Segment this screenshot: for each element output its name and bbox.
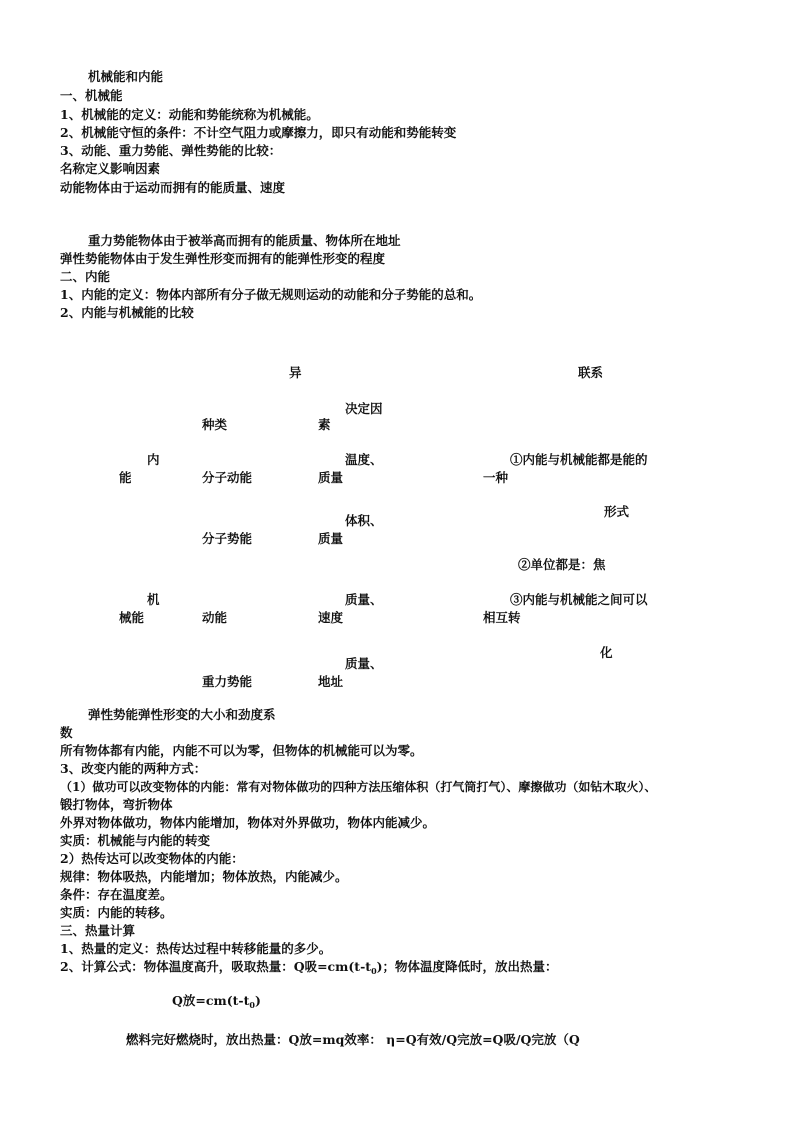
table-cell-kind: 分子动能 [202,470,253,485]
table-header-relation: 联系 [578,365,604,380]
formula-text: ) [254,993,261,1008]
table-header-factor-cont: 素 [318,417,331,432]
paragraph: 1、热量的定义：热传达过程中转移能量的多少。 [60,941,332,956]
table-cell-factor: 体积、 [345,513,383,528]
paragraph: 所有物体都有内能，内能不可以为零，但物体的机械能可以为零。 [60,743,423,758]
table-cell-relation-cont: 相互转 [483,610,521,625]
table-cell-kind: 重力势能 [202,674,253,689]
paragraph: 条件：存在温度差。 [60,887,173,902]
table-header-difference: 异 [289,365,302,380]
paragraph: 1、内能的定义：物体内部所有分子做无规则运动的动能和分子势能的总和。 [60,287,482,302]
paragraph: 名称定义影响因素 [60,161,161,176]
table-cell-category: 机 [147,592,160,607]
table-cell-relation: ③内能与机械能之间可以 [510,592,648,607]
table-cell-kind: 分子势能 [202,531,253,546]
paragraph: 弹性势能物体由于发生弹性形变而拥有的能弹性形变的程度 [60,251,386,266]
paragraph: 2、机械能守恒的条件：不计空气阻力或摩擦力，即只有动能和势能转变 [60,125,457,140]
table-cell-relation-cont: 形式 [604,504,630,519]
table-cell-row: 弹性势能弹性形变的大小和劲度系 [88,707,276,722]
table-header-kind: 种类 [202,417,228,432]
section-3-heading: 三、热量计算 [60,923,136,938]
formula-text: Q放=cm(t-t [172,993,250,1008]
table-cell-category-cont: 能 [119,470,132,485]
table-cell-factor: 温度、 [345,452,383,467]
paragraph: （1）做功可以改变物体的内能：常有对物体做功的四种方法压缩体积（打气筒打气）、摩擦做功（如钻木取火）、 [60,780,657,794]
paragraph: 重力势能物体由于被举高而拥有的能质量、物体所在地址 [88,233,401,248]
table-cell-relation-cont: 化 [600,645,613,660]
doc-title: 机械能和内能 [88,69,164,84]
paragraph: 3、动能、重力势能、弹性势能的比较： [60,143,282,158]
table-cell-factor: 质量、 [345,592,383,607]
table-cell-relation-cont: 一种 [483,470,509,485]
section-2-heading: 二、内能 [60,269,111,284]
formula-heat-release [172,993,261,1010]
paragraph: 1、机械能的定义：动能和势能统称为机械能。 [60,107,319,122]
table-cell-kind: 动能 [202,610,228,625]
paragraph: 规律：物体吸热，内能增加；物体放热，内能减少。 [60,869,348,884]
table-cell-relation: ①内能与机械能都是能的 [510,452,648,467]
paragraph: 实质：内能的转移。 [60,905,173,920]
table-cell-relation: ②单位都是：焦 [518,557,606,572]
formula-subscript: 0 [371,966,377,976]
table-cell-row-cont: 数 [60,725,73,740]
table-cell-factor-cont: 速度 [318,610,344,625]
table-cell-factor-cont: 质量 [318,531,344,546]
paragraph: 2、内能与机械能的比较 [60,305,194,320]
paragraph: 2）热传达可以改变物体的内能： [60,851,244,866]
formula-line [60,959,558,976]
table-cell-factor: 质量、 [345,656,383,671]
table-header-factor: 决定因 [345,401,383,416]
formula-text: 2、计算公式：物体温度高升，吸取热量：Q吸=cm(t-t [60,959,372,974]
paragraph: 锻打物体，弯折物体 [60,797,173,812]
paragraph: 3、改变内能的两种方式： [60,761,207,776]
paragraph: 燃料完好燃烧时，放出热量：Q放=mq效率： η=Q有效/Q完放=Q吸/Q完放（Q [126,1032,580,1047]
formula-subscript: 0 [249,1000,255,1010]
formula-text: )；物体温度降低时，放出热量： [376,959,558,974]
table-cell-factor-cont: 地址 [318,674,344,689]
section-1-heading: 一、机械能 [60,88,123,103]
table-cell-factor-cont: 质量 [318,470,344,485]
paragraph: 外界对物体做功，物体内能增加，物体对外界做功，物体内能减少。 [60,815,436,830]
paragraph: 实质：机械能与内能的转变 [60,833,211,848]
table-cell-category: 内 [147,452,160,467]
table-cell-category-cont: 械能 [119,610,145,625]
paragraph: 动能物体由于运动而拥有的能质量、速度 [60,180,286,195]
